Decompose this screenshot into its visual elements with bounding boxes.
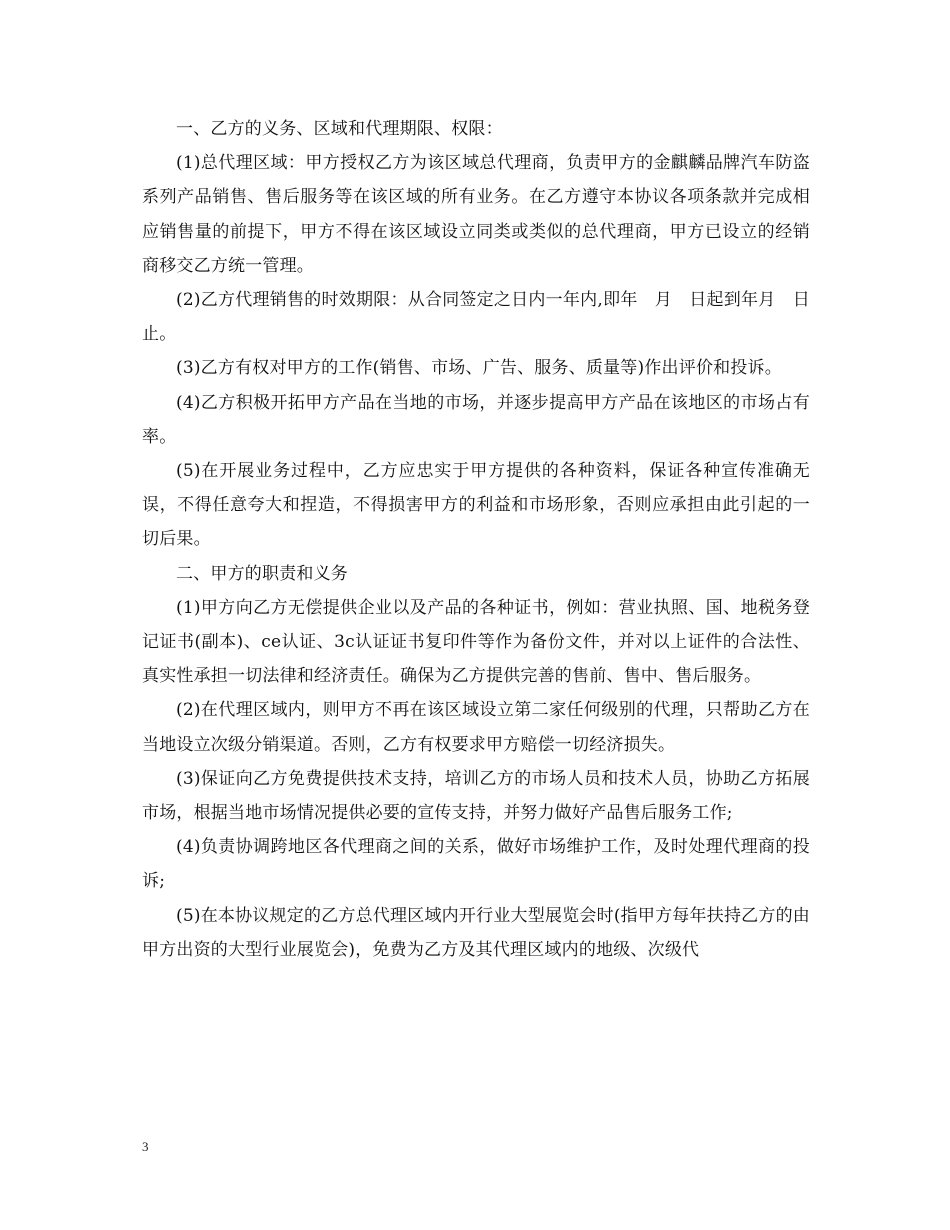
- section-heading-duties-party-a: 二、甲方的职责和义务: [176, 563, 348, 584]
- paragraph-exhibition: (5)在本协议规定的乙方总代理区域内开行业大型展览会时(指甲方每年扶持乙方的由甲方出资的大型行业展览会)，免费为乙方及其代理区域内的地级、次级代: [142, 905, 810, 960]
- document-body: [142, 112, 810, 967]
- page-number: 3: [142, 1139, 149, 1154]
- paragraph-exclusive-agency: (2)在代理区域内，则甲方不再在该区域设立第二家任何级别的代理，只帮助乙方在当地设立次级分销渠道。否则，乙方有权要求甲方赔偿一切经济损失。: [142, 700, 810, 755]
- paragraph-agency-region: (1)总代理区域：甲方授权乙方为该区域总代理商，负责甲方的金麒麟品牌汽车防盗系列产品销售、售后服务等在该区域的所有业务。在乙方遵守本协议各项条款并完成相应销售量的前提下，甲方不得在该区域设立同类或类似的总代理商，甲方已设立的经销商移交乙方统一管理。: [142, 153, 810, 276]
- paragraph-certificates: (1)甲方向乙方无偿提供企业以及产品的各种证书，例如：营业执照、国、地税务登记证书(副本)、ce认证、3c认证证书复印件等作为备份文件，并对以上证件的合法性、真实性承担一切法律和经济责任。确保为乙方提供完善的售前、售中、售后服务。: [142, 597, 810, 687]
- paragraph-coordination: (4)负责协调跨地区各代理商之间的关系，做好市场维护工作，及时处理代理商的投诉;: [142, 837, 810, 892]
- paragraph-evaluation-right: (3)乙方有权对甲方的工作(销售、市场、广告、服务、质量等)作出评价和投诉。: [176, 358, 782, 379]
- paragraph-technical-support: (3)保证向乙方免费提供技术支持，培训乙方的市场人员和技术人员，协助乙方拓展市场，根据当地市场情况提供必要的宣传支持，并努力做好产品售后服务工作;: [142, 768, 810, 824]
- paragraph-faithful-promotion: (5)在开展业务过程中，乙方应忠实于甲方提供的各种资料，保证各种宣传准确无误，不得任意夸大和捏造，不得损害甲方的利益和市场形象，否则应承担由此引起的一切后果。: [142, 461, 810, 550]
- paragraph-market-expansion: (4)乙方积极开拓甲方产品在当地的市场，并逐步提高甲方产品在该地区的市场占有率。: [142, 392, 810, 447]
- paragraph-agency-term: (2)乙方代理销售的时效期限：从合同签定之日内一年内,即年 月 日起到年月 日止。: [142, 290, 810, 345]
- section-heading-obligations-party-b: 一、乙方的义务、区域和代理期限、权限：: [176, 119, 503, 139]
